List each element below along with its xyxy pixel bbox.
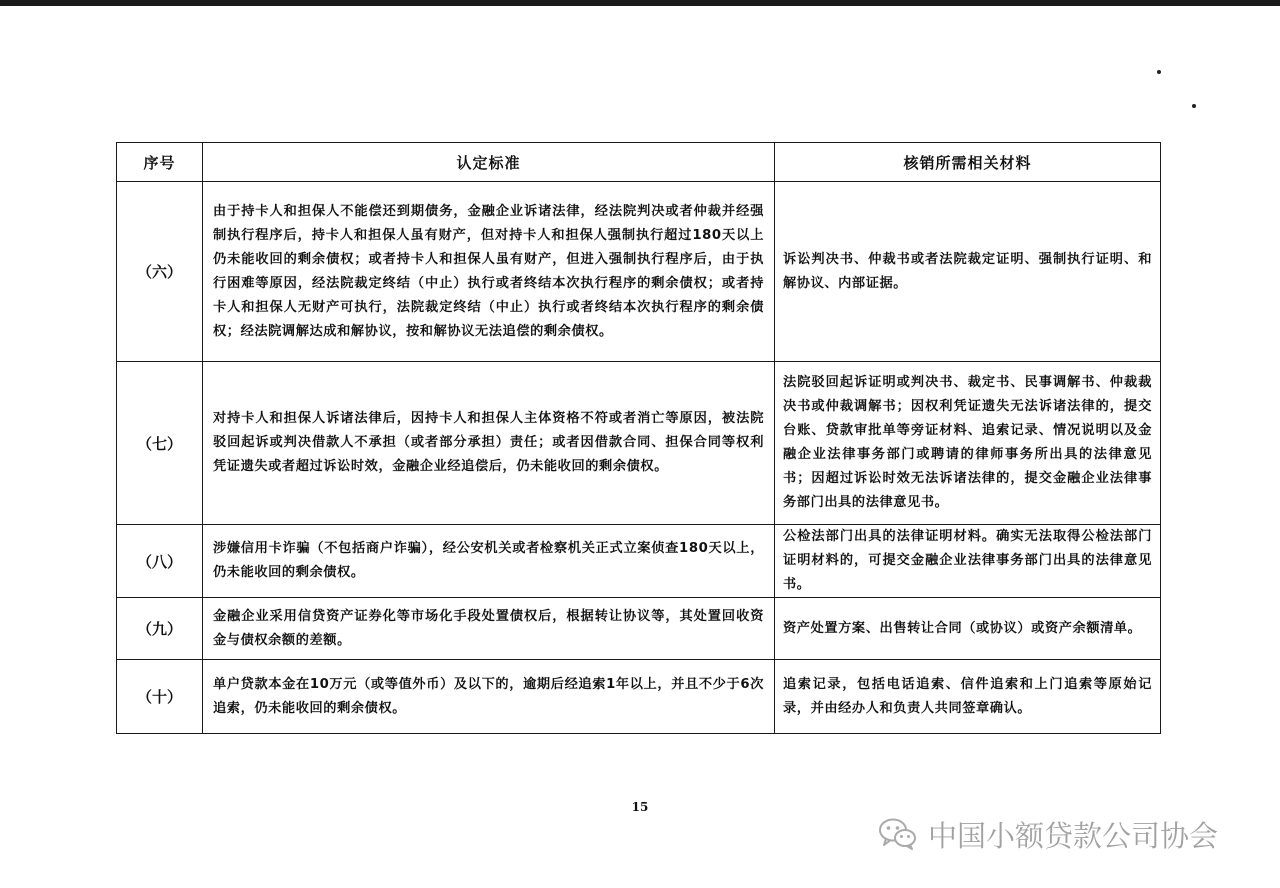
row-standard: 由于持卡人和担保人不能偿还到期债务，金融企业诉诸法律，经法院判决或者仲裁并经强制执行程序后，持卡人和担保人虽有财产，但对持卡人和担保人强制执行超过180天以上仍未能收回的剩余债权；或者持卡人和担保人虽有财产，但进入强制执行程序后，由于执行困难等原因，经法院裁定终结（中止）执行或者终结本次执行程序的剩余债权；或者持卡人和担保人无财产可执行，法院裁定终结（中止）执行或者终结本次执行程序的剩余债权；经法院调解达成和解协议，按和解协议无法追偿的剩余债权。 <box>203 182 775 362</box>
watermark-text: 中国小额贷款公司协会 <box>928 818 1219 853</box>
row-seq: （八） <box>117 525 203 598</box>
scan-speck <box>1157 70 1161 74</box>
header-seq: 序号 <box>117 143 203 182</box>
page-number: 15 <box>631 800 649 814</box>
row-seq: （七） <box>117 362 203 525</box>
write-off-criteria-table <box>116 142 1161 734</box>
row-standard: 涉嫌信用卡诈骗（不包括商户诈骗），经公安机关或者检察机关正式立案侦查180天以上，仍未能收回的剩余债权。 <box>203 525 775 598</box>
table-row <box>117 525 1161 598</box>
row-materials: 法院驳回起诉证明或判决书、裁定书、民事调解书、仲裁裁决书或仲裁调解书；因权利凭证遗失无法诉诸法律的，提交台账、贷款审批单等旁证材料、追索记录、情况说明以及金融企业法律事务部门或聘请的律师事务所出具的法律意见书；因超过诉讼时效无法诉诸法律的，提交金融企业法律事务部门出具的法律意见书。 <box>775 362 1161 525</box>
row-materials: 资产处置方案、出售转让合同（或协议）或资产余额清单。 <box>775 598 1161 660</box>
row-seq: （六） <box>117 182 203 362</box>
table-row <box>117 182 1161 362</box>
scan-top-border <box>0 0 1280 6</box>
header-standard: 认定标准 <box>203 143 775 182</box>
row-standard: 单户贷款本金在10万元（或等值外币）及以下的，逾期后经追索1年以上，并且不少于6次追索，仍未能收回的剩余债权。 <box>203 660 775 734</box>
row-standard: 金融企业采用信贷资产证券化等市场化手段处置债权后，根据转让协议等，其处置回收资金与债权余额的差额。 <box>203 598 775 660</box>
row-seq: （九） <box>117 598 203 660</box>
scan-speck <box>1192 104 1196 108</box>
row-standard: 对持卡人和担保人诉诸法律后，因持卡人和担保人主体资格不符或者消亡等原因，被法院驳回起诉或判决借款人不承担（或者部分承担）责任；或者因借款合同、担保合同等权利凭证遗失或者超过诉讼时效，金融企业经追偿后，仍未能收回的剩余债权。 <box>203 362 775 525</box>
row-seq: （十） <box>117 660 203 734</box>
wechat-icon <box>878 817 918 851</box>
table-row <box>117 362 1161 525</box>
row-materials: 追索记录，包括电话追索、信件追索和上门追索等原始记录，并由经办人和负责人共同签章确认。 <box>775 660 1161 734</box>
row-materials: 诉讼判决书、仲裁书或者法院裁定证明、强制执行证明、和解协议、内部证据。 <box>775 182 1161 362</box>
header-materials: 核销所需相关材料 <box>775 143 1161 182</box>
row-materials: 公检法部门出具的法律证明材料。确实无法取得公检法部门证明材料的，可提交金融企业法律事务部门出具的法律意见书。 <box>775 525 1161 598</box>
table-row <box>117 660 1161 734</box>
table-header-row <box>117 143 1161 182</box>
watermark <box>878 814 1218 854</box>
table-row <box>117 598 1161 660</box>
